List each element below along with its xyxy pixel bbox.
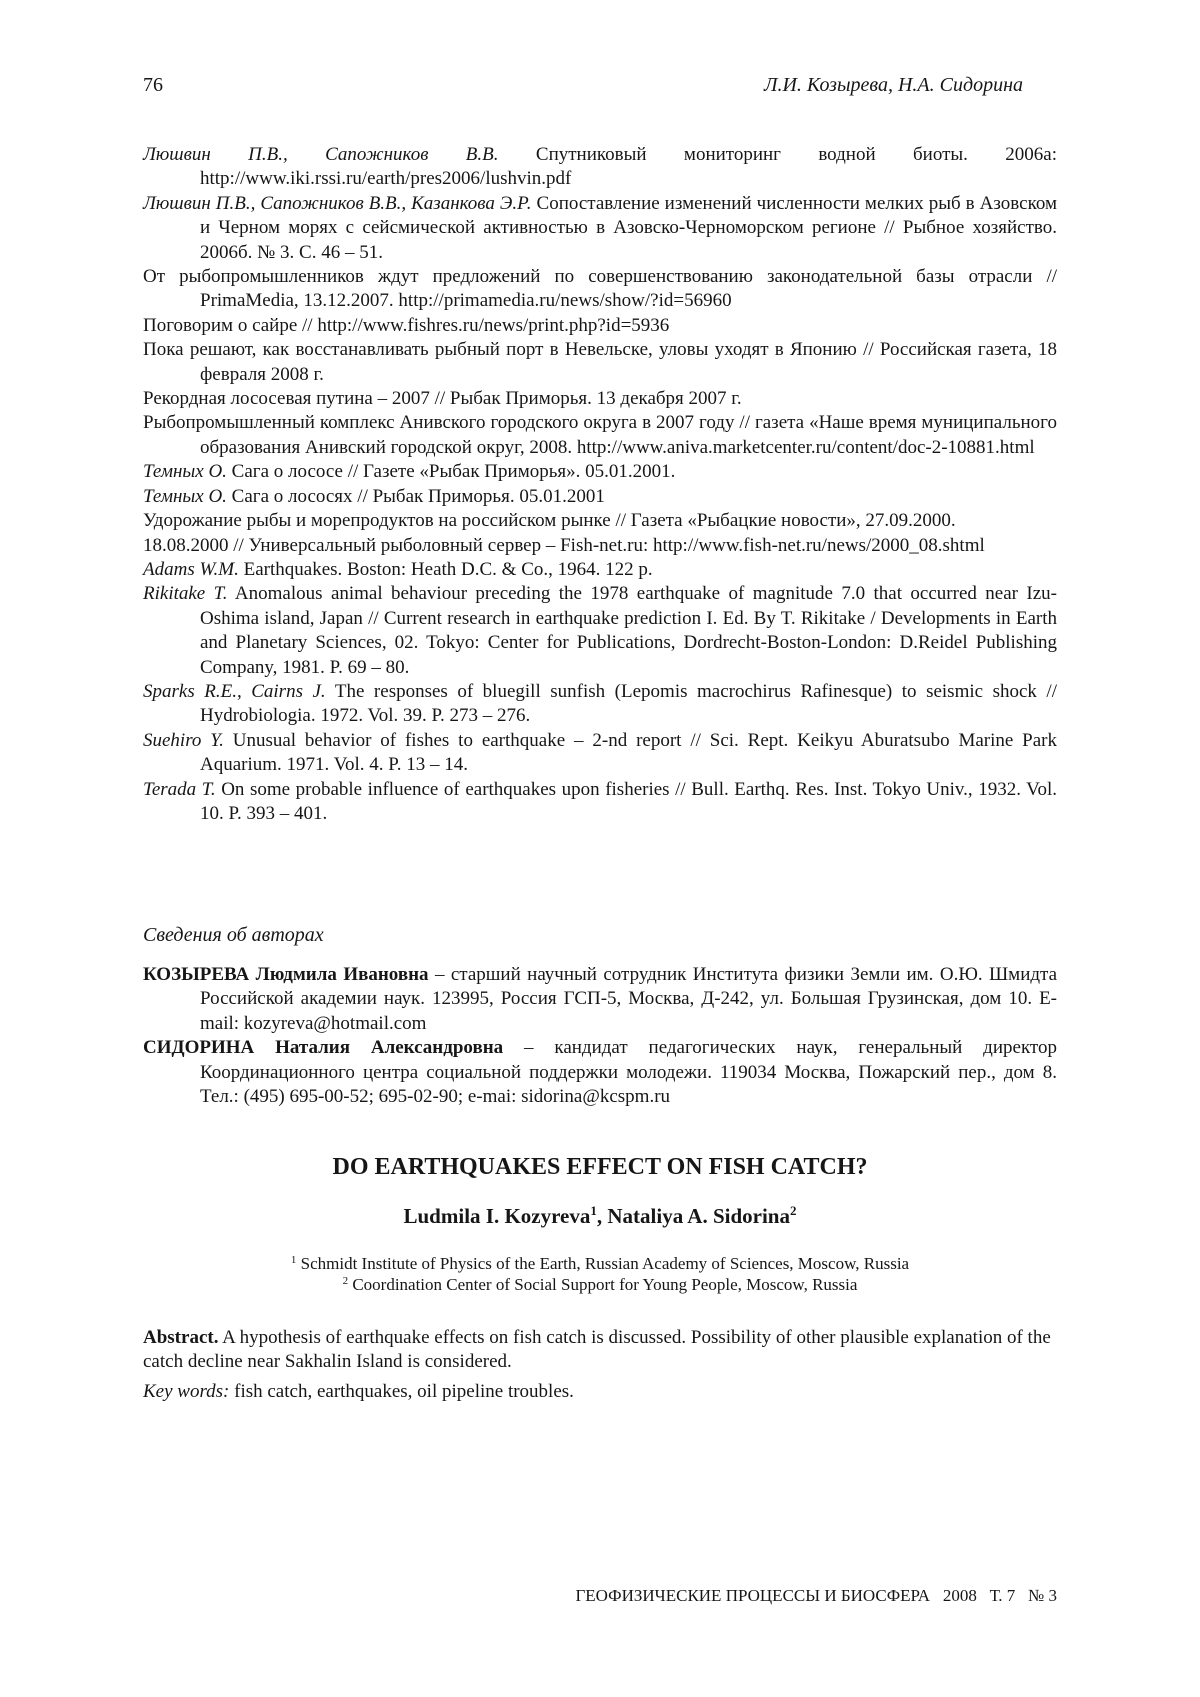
authors-bios bbox=[143, 963, 1057, 1109]
reference-text: Anomalous animal behaviour preceding the 1978 earthquake of magnitude 7.0 that occurred near Izu-Oshima island, Japan // Current research in earthquake prediction I. Ed. By T. Rikitake / Developments in Earth and Planetary Sciences, 02. Tokyo: Center for Publications, Dordrecht-Boston-London: D.Reidel Publishing Company, 1981. P. 69 – 80. bbox=[200, 583, 1057, 678]
reference-item bbox=[143, 680, 1057, 729]
abstract bbox=[143, 1326, 1057, 1375]
reference-author: Темных О. bbox=[143, 461, 227, 483]
keywords-label: Key words: bbox=[143, 1381, 230, 1402]
reference-text: Поговорим о сайре // http://www.fishres.ru/news/print.php?id=5936 bbox=[143, 314, 670, 336]
reference-item bbox=[143, 265, 1057, 314]
reference-item bbox=[143, 460, 1057, 484]
affiliation-1-mark: 1 bbox=[290, 1254, 297, 1266]
author-1-mark: 1 bbox=[590, 1203, 597, 1218]
reference-item bbox=[143, 534, 1057, 558]
affiliation-1 bbox=[143, 1253, 1057, 1274]
author-bio bbox=[143, 963, 1057, 1036]
reference-author: Люшвин П.В., Сапожников В.В., Казанкова Э.Р. bbox=[143, 192, 532, 214]
journal-footer bbox=[575, 1585, 1057, 1607]
author-name: СИДОРИНА Наталия Александровна bbox=[143, 1037, 504, 1059]
author-name: КОЗЫРЕВА Людмила Ивановна bbox=[143, 964, 429, 985]
reference-text: Earthquakes. Boston: Heath D.C. & Co., 1964. 122 p. bbox=[238, 558, 653, 580]
authors-section-heading: Сведения об авторах bbox=[143, 924, 324, 946]
reference-text: Сага о лососе // Газете «Рыбак Приморья». 05.01.2001. bbox=[226, 461, 676, 483]
reference-item bbox=[143, 582, 1057, 680]
author-2-mark: 2 bbox=[790, 1203, 797, 1218]
reference-text: Рекордная лососевая путина – 2007 // Рыбак Приморья. 13 декабря 2007 г. bbox=[143, 388, 742, 410]
reference-text: Спутниковый мониторинг водной биоты. 2006а: http://www.iki.rssi.ru/earth/pres2006/lushvin.pdf bbox=[200, 144, 1057, 190]
keywords-text: fish catch, earthquakes, oil pipeline troubles. bbox=[229, 1381, 574, 1402]
reference-text: 18.08.2000 // Универсальный рыболовный сервер – Fish-net.ru: http://www.fish-net.ru/news/2000_08.shtml bbox=[143, 534, 985, 556]
author-description: – старший научный сотрудник Института физики Земли им. О.Ю. Шмидта Российской академии наук. 123995, Россия ГСП-5, Москва, Д-242, ул. Большая Грузинская, дом 10. E-mail: kozyreva@hotmail.com bbox=[200, 964, 1058, 1034]
reference-text: Рыбопромышленный комплекс Анивского городского округа в 2007 году // газета «Наше время муниципального образования Анивский городской округ, 2008. http://www.aniva.marketcenter.ru/content/doc-2-10881.html bbox=[143, 412, 1057, 458]
reference-author: Terada T. bbox=[143, 778, 216, 800]
abstract-text: A hypothesis of earthquake effects on fish catch is discussed. Possibility of other plausible explanation of the catch decline near Sakhalin Island is considered. bbox=[143, 1327, 1051, 1373]
reference-item bbox=[143, 778, 1057, 827]
affiliation-2-text: Coordination Center of Social Support for Young People, Moscow, Russia bbox=[348, 1275, 858, 1294]
reference-text: Удорожание рыбы и морепродуктов на российском рынке // Газета «Рыбацкие новости», 27.09.2000. bbox=[143, 510, 956, 532]
reference-text: Сопоставление изменений численности мелких рыб в Азовском и Черном морях с сейсмической активностью в Азовско-Черноморском регионе // Рыбное хозяйство. 2006б. № 3. С. 46 – 51. bbox=[200, 192, 1057, 263]
english-authors bbox=[143, 1202, 1057, 1230]
reference-item bbox=[143, 192, 1057, 265]
reference-author: Rikitake T. bbox=[143, 583, 228, 605]
reference-text: On some probable influence of earthquakes upon fisheries // Bull. Earthq. Res. Inst. Tokyo Univ., 1932. Vol. 10. P. 393 – 401. bbox=[200, 778, 1057, 824]
reference-text: От рыбопромышленников ждут предложений по совершенствованию законодательной базы отрасли // PrimaMedia, 13.12.2007. http://primamedia.ru/news/show/?id=56960 bbox=[143, 266, 1057, 312]
journal-year: 2008 bbox=[942, 1586, 977, 1605]
author-description: – кандидат педагогических наук, генеральный директор Координационного центра социальной поддержки молодежи. 119034 Москва, Пожарский пер., дом 8. Тел.: (495) 695-00-52; 695-02-90; e-mai: sidorina@kcspm.ru bbox=[200, 1037, 1057, 1108]
journal-name: ГЕОФИЗИЧЕСКИЕ ПРОЦЕССЫ И БИОСФЕРА bbox=[575, 1586, 931, 1605]
reference-item bbox=[143, 509, 1057, 533]
reference-author: Люшвин П.В., Сапожников В.В. bbox=[143, 144, 499, 165]
running-head-authors: Л.И. Козырева, Н.А. Сидорина bbox=[763, 74, 1023, 96]
affiliations bbox=[143, 1253, 1057, 1295]
reference-author: Adams W.M. bbox=[143, 558, 239, 580]
reference-author: Suehiro Y. bbox=[143, 729, 224, 751]
reference-item bbox=[143, 558, 1057, 582]
author-bio bbox=[143, 1036, 1057, 1109]
reference-text: Сага о лососях // Рыбак Приморья. 05.01.2001 bbox=[226, 485, 605, 507]
abstract-label: Abstract. bbox=[143, 1327, 219, 1348]
author-separator: , bbox=[596, 1204, 608, 1228]
english-title: DO EARTHQUAKES EFFECT ON FISH CATCH? bbox=[332, 1154, 868, 1180]
page-number: 76 bbox=[143, 74, 163, 96]
reference-item bbox=[143, 729, 1057, 778]
affiliation-2 bbox=[143, 1274, 1057, 1295]
reference-text: Пока решают, как восстанавливать рыбный порт в Невельске, уловы уходят в Японию // Российская газета, 18 февраля 2008 г. bbox=[143, 339, 1057, 385]
journal-volume: Т. 7 bbox=[989, 1586, 1016, 1605]
reference-text: The responses of bluegill sunfish (Lepomis macrochirus Rafinesque) to seismic shock // Hydrobiologia. 1972. Vol. 39. P. 273 – 276. bbox=[200, 680, 1057, 727]
affiliation-1-text: Schmidt Institute of Physics of the Earth, Russian Academy of Sciences, Moscow, Russia bbox=[296, 1254, 910, 1273]
reference-author: Темных О. bbox=[143, 485, 227, 507]
reference-item bbox=[143, 338, 1057, 387]
reference-list bbox=[143, 143, 1057, 826]
reference-item bbox=[143, 143, 1057, 192]
affiliation-2-mark: 2 bbox=[342, 1275, 349, 1287]
english-author-2: Nataliya A. Sidorina bbox=[607, 1204, 790, 1228]
keywords bbox=[143, 1380, 1057, 1404]
reference-text: Unusual behavior of fishes to earthquake – 2-nd report // Sci. Rept. Keikyu Aburatsubo Marine Park Aquarium. 1971. Vol. 4. P. 13 – 14. bbox=[200, 729, 1058, 776]
reference-author: Sparks R.E., Cairns J. bbox=[143, 680, 326, 702]
reference-item bbox=[143, 485, 1057, 509]
reference-item bbox=[143, 314, 1057, 338]
journal-issue: № 3 bbox=[1028, 1586, 1057, 1605]
reference-item bbox=[143, 387, 1057, 411]
english-author-1: Ludmila I. Kozyreva bbox=[403, 1204, 591, 1228]
reference-item bbox=[143, 411, 1057, 460]
